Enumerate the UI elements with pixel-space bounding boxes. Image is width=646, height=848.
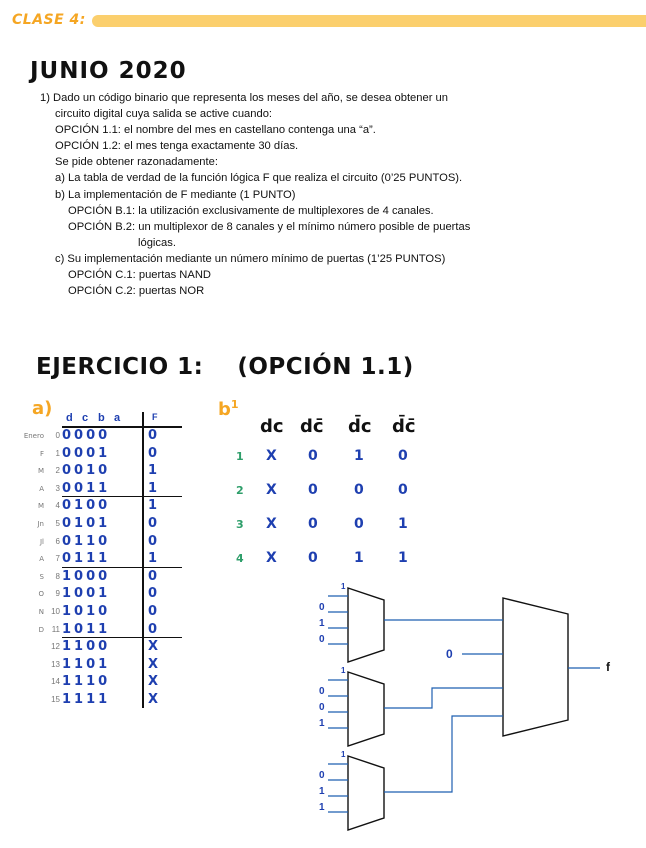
- b-table-cell: X: [266, 448, 277, 464]
- b-row-number: 4: [236, 552, 244, 565]
- problem-line: OPCIÓN C.2: puertas NOR: [68, 285, 205, 298]
- row-index: 1: [55, 448, 60, 458]
- mux2-input-1: 0: [319, 686, 325, 697]
- problem-line: Se pide obtener razonadamente:: [55, 156, 218, 169]
- row-index: 11: [51, 624, 60, 634]
- problem-line: circuito digital cuya salida se active cuando:: [55, 108, 273, 121]
- problem-line: 1) Dado un código binario que representa los meses del año, se desea obtener un: [40, 92, 448, 104]
- mux2-input-2: 0: [319, 702, 325, 713]
- header-a: a: [114, 412, 121, 424]
- row-bits: 1100: [62, 639, 111, 655]
- row-bits: 0110: [62, 533, 111, 549]
- mux1-input-2: 1: [319, 618, 325, 629]
- problem-line: OPCIÓN B.1: la utilización exclusivamente de multiplexores de 4 canales.: [68, 204, 434, 217]
- row-index: 0: [55, 431, 60, 440]
- mux2-top-input: 1: [341, 666, 346, 675]
- b-header-d-bar-c-bar: d̄c̄: [392, 416, 416, 437]
- mux-1: [348, 588, 384, 662]
- b-table-cell: 1: [398, 516, 408, 532]
- row-index: 15: [51, 695, 60, 704]
- b-table-cell: X: [266, 516, 277, 532]
- b-header-d-bar-c: d̄c: [348, 416, 372, 437]
- part-b-letter: b: [218, 399, 231, 420]
- row-f: X: [148, 656, 159, 672]
- row-month: Enero: [23, 432, 44, 440]
- mux-3: [348, 756, 384, 830]
- row-index: 6: [55, 536, 60, 546]
- problem-line: lógicas.: [138, 236, 176, 249]
- row-bits: 0011: [62, 480, 111, 496]
- b-table-cell: 0: [308, 482, 318, 498]
- problem-line: OPCIÓN 1.2: el mes tenga exactamente 30 días.: [55, 140, 299, 153]
- mux-2: [348, 672, 384, 746]
- mux-big: [503, 598, 568, 736]
- row-f: 1: [148, 551, 158, 567]
- row-bits: 0010: [62, 463, 111, 479]
- mux3-input-3: 1: [319, 802, 325, 813]
- part-a-label: a): [32, 398, 53, 419]
- row-month: S: [39, 572, 44, 581]
- b-row-number: 1: [236, 450, 244, 463]
- b-header-dc: dc: [260, 416, 284, 437]
- row-f: X: [148, 674, 159, 690]
- row-bits: 0101: [62, 516, 111, 531]
- b-table-cell: X: [266, 482, 277, 498]
- mux3-top-input: 1: [341, 750, 346, 759]
- exercise-option: (OPCIÓN 1.1): [237, 354, 414, 380]
- b-table-cell: 1: [354, 550, 364, 566]
- mux3-input-2: 1: [319, 786, 325, 797]
- row-f: 1: [148, 498, 158, 514]
- row-f: 0: [148, 568, 158, 584]
- row-f: X: [148, 692, 159, 707]
- row-month: M: [37, 467, 44, 476]
- row-month: A: [39, 484, 44, 493]
- b-row-number: 2: [236, 484, 244, 497]
- row-index: 12: [51, 642, 60, 652]
- problem-line: OPCIÓN 1.1: el nombre del mes en castellano contenga una “a”.: [55, 124, 376, 137]
- b-row-number: 3: [236, 518, 244, 531]
- row-bits: 0000: [62, 428, 111, 443]
- row-index: 10: [51, 607, 60, 616]
- row-month: O: [38, 590, 44, 599]
- mux1-input-3: 0: [319, 634, 325, 645]
- mux1-input-1: 0: [319, 602, 325, 613]
- row-bits: 1111: [62, 692, 111, 707]
- row-index: 13: [51, 659, 60, 669]
- row-bits: 1110: [62, 674, 111, 690]
- b-table-cell: 0: [354, 516, 364, 532]
- problem-line: OPCIÓN B.2: un multiplexor de 8 canales y el mínimo número posible de puertas: [68, 220, 471, 233]
- row-index: 8: [55, 571, 60, 581]
- row-month: D: [38, 625, 44, 634]
- row-f: 0: [148, 516, 158, 531]
- header-f: F: [152, 412, 158, 422]
- part-b-sup: 1: [230, 398, 239, 411]
- row-f: 0: [148, 445, 158, 461]
- big-mux-constant-input: 0: [446, 647, 453, 661]
- row-f: 0: [148, 586, 158, 602]
- row-f: 0: [148, 428, 158, 443]
- b-table-cell: 0: [354, 482, 364, 498]
- page-title: JUNIO 2020: [30, 58, 187, 84]
- b-table-cell: 0: [308, 516, 318, 532]
- mux3-input-1: 0: [319, 770, 325, 781]
- row-month: Jl: [39, 537, 44, 546]
- row-month: F: [39, 449, 44, 458]
- row-bits: 1011: [62, 621, 111, 637]
- problem-line: c) Su implementación mediante un número mínimo de puertas (1’25 PUNTOS): [55, 252, 446, 265]
- problem-line: a) La tabla de verdad de la función lógica F que realiza el circuito (0’25 PUNTOS).: [55, 172, 463, 185]
- row-bits: 1101: [62, 656, 111, 672]
- b-table-cell: 0: [308, 448, 318, 464]
- row-index: 7: [55, 554, 60, 564]
- row-f: 1: [148, 463, 158, 479]
- b-table-cell: 0: [308, 550, 318, 566]
- row-bits: 1010: [62, 604, 111, 619]
- row-index: 4: [55, 501, 60, 511]
- problem-line: b) La implementación de F mediante (1 PUNTO): [55, 188, 296, 201]
- row-f: 1: [148, 480, 158, 496]
- mux2-input-3: 1: [319, 718, 325, 729]
- header-d: d: [66, 412, 73, 424]
- b-header-dc-bar: dc̄: [300, 416, 324, 437]
- row-bits: 1000: [62, 568, 111, 584]
- b-table-cell: 0: [398, 448, 408, 464]
- b-table-cell: 1: [354, 448, 364, 464]
- output-f-label: f: [606, 660, 610, 674]
- b-table-cell: 1: [398, 550, 408, 566]
- row-f: 0: [148, 621, 158, 637]
- header-b: b: [98, 412, 105, 424]
- problem-line: OPCIÓN C.1: puertas NAND: [68, 269, 211, 282]
- b-table-cell: 0: [398, 482, 408, 498]
- row-f: 0: [148, 533, 158, 549]
- row-index: 9: [55, 589, 60, 599]
- row-month: Jn: [37, 520, 44, 528]
- row-f: X: [148, 639, 159, 655]
- row-bits: 0100: [62, 498, 111, 514]
- b-table-cell: X: [266, 550, 277, 566]
- row-index: 2: [55, 466, 60, 476]
- row-month: M: [37, 502, 44, 511]
- row-month: A: [39, 555, 44, 564]
- row-bits: 0001: [62, 445, 111, 461]
- class-label: CLASE 4:: [12, 12, 86, 28]
- row-month: N: [38, 608, 44, 616]
- header-c: c: [82, 412, 89, 424]
- row-index: 3: [55, 483, 60, 493]
- row-index: 14: [51, 677, 60, 687]
- mux1-top-input: 1: [341, 582, 346, 591]
- row-index: 5: [55, 519, 60, 528]
- row-f: 0: [148, 604, 158, 619]
- row-bits: 0111: [62, 551, 111, 567]
- exercise-label: EJERCICIO 1:: [36, 354, 204, 380]
- row-bits: 1001: [62, 586, 111, 602]
